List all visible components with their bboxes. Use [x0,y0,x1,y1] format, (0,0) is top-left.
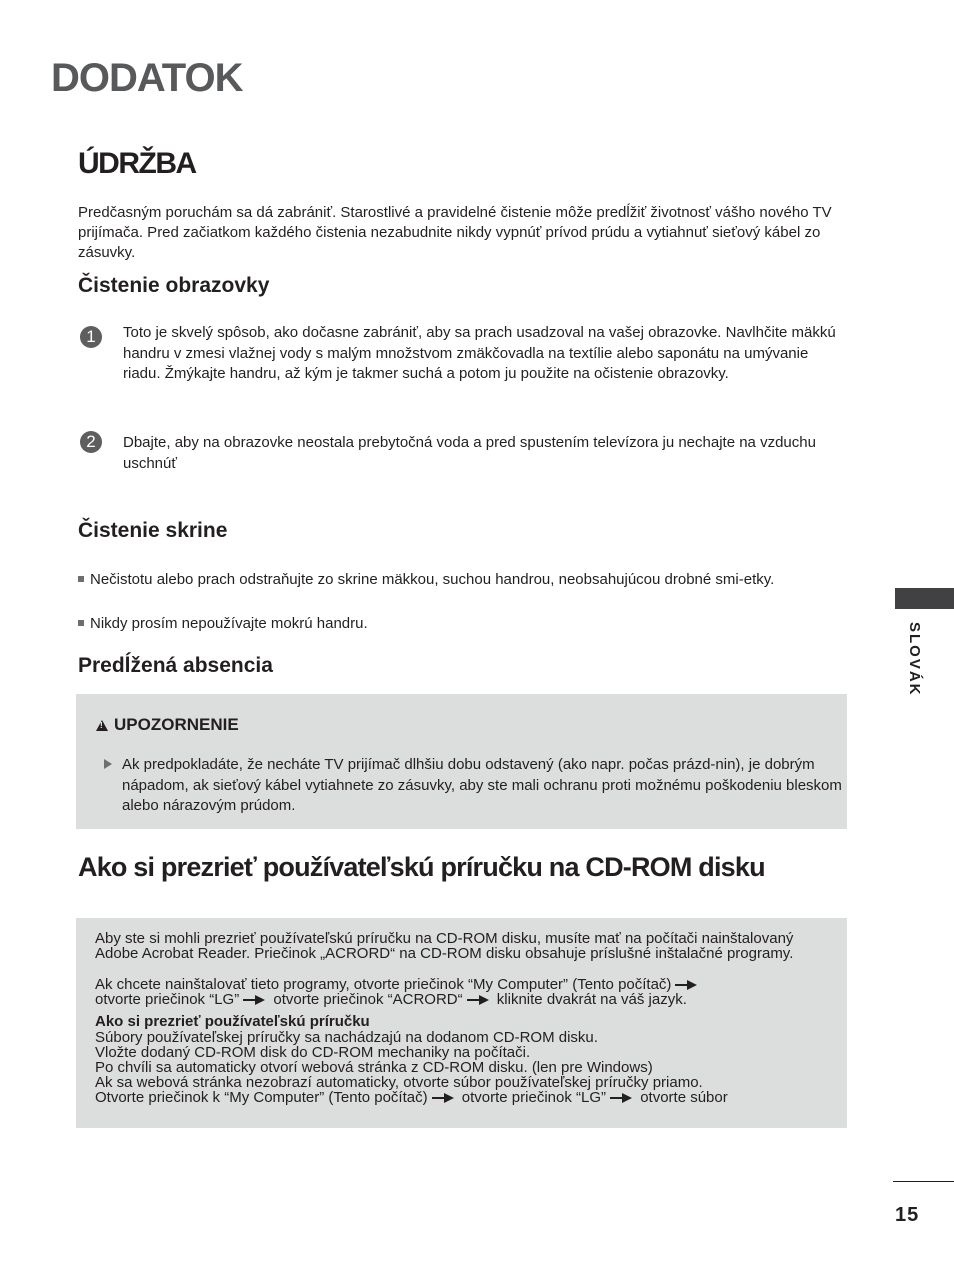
section-title-maintenance: ÚDRŽBA [78,147,196,180]
step-text-2: Dbajte, aby na obrazovke neostala prebytočná voda a pred spustením televízora ju nechajte na vzduchu uschnúť [123,434,816,472]
list-item: Nikdy prosím nepoužívajte mokrú handru. [78,613,861,634]
maintenance-intro: Predčasným poruchám sa dá zabrániť. Starostlivé a pravidelné čistenie môže predĺžiť životnosť vášho nového TV prijímača. Pred začiatkom každého čistenia nezabudnite nikdy vypnúť prívod prúdu a vytiahnuť sieťový kábel zo zásuvky. [78,204,832,261]
footer-divider [893,1181,954,1182]
cdrom-subheading: Ako si prezrieť používateľskú príručku [95,1013,370,1030]
section-title-cdrom: Ako si prezrieť používateľskú príručku na CD-ROM disku [78,852,765,882]
step-number-2: 2 [80,431,102,453]
heading-screen-cleaning: Čistenie obrazovky [78,274,270,297]
bullet-square-icon [78,576,84,582]
cdrom-step-1: Súbory používateľskej príručky sa nachádzajú na dodanom CD-ROM disku. [95,1029,598,1046]
cdrom-paragraph-2: Ak chcete nainštalovať tieto programy, otvorte priečinok “My Computer” (Tento počítač) otvorte priečinok “LG” otvorte priečinok “ACRORD“ kliknite dvakrát na váš jazyk. [95,977,825,1007]
cdrom-step-3: Po chvíli sa automaticky otvorí webová stránka z CD-ROM disku. (len pre Windows) [95,1059,653,1076]
bullet-square-icon [78,620,84,626]
warning-header [96,714,239,736]
page-number: 15 [895,1204,920,1226]
arrow-right-icon [610,1093,632,1103]
cdrom-step-2: Vložte dodaný CD-ROM disk do CD-ROM mechaniky na počítači. [95,1044,531,1061]
step-text-1: Toto je skvelý spôsob, ako dočasne zabrániť, aby sa prach usadzoval na vašej obrazovke. Navlhčite mäkkú handru v zmesi vlažnej vody s malým množstvom zmäkčovadla na textílie alebo saponátu na umývanie riadu. Žmýkajte handru, až kým je takmer suchá a potom ju použite na očistenie obrazovky. [123,324,836,382]
warning-icon [96,720,108,731]
arrow-right-icon [432,1093,454,1103]
language-label: SLOVÁK [906,622,923,697]
play-arrow-icon [104,759,112,769]
heading-extended-absence: Predĺžená absencia [78,654,273,677]
list-item: Nečistotu alebo prach odstraňujte zo skrine mäkkou, suchou handrou, neobsahujúcou drobné smi-etky. [78,569,861,590]
step-number-1: 1 [80,326,102,348]
heading-cabinet-cleaning: Čistenie skrine [78,519,228,542]
cdrom-paragraph-1: Aby ste si mohli prezrieť používateľskú príručku na CD-ROM disku, musíte mať na počítači nainštalovaný Adobe Acrobat Reader. Priečinok „ACRORD“ na CD-ROM disku obsahuje príslušné inštalačné programy. [95,930,794,963]
warning-label: UPOZORNENIE [114,715,239,734]
page-title: DODATOK [51,56,243,100]
arrow-right-icon [467,995,489,1005]
language-tab-marker [895,588,954,609]
cdrom-step-5: Otvorte priečinok k “My Computer” (Tento počítač) otvorte priečinok “LG” otvorte súbor [95,1089,728,1106]
arrow-right-icon [243,995,265,1005]
warning-text: Ak predpokladáte, že necháte TV prijímač dlhšiu dobu odstavený (ako napr. počas prázd-nin), je dobrým nápadom, ak sieťový kábel vytiahnete zo zásuvky, aby ste mali ochranu proti možnému poškodeniu bleskom alebo nárazovým prúdom. [104,755,842,817]
arrow-right-icon [675,980,697,990]
cdrom-step-4: Ak sa webová stránka nezobrazí automaticky, otvorte súbor používateľskej príručky priamo. [95,1074,703,1091]
